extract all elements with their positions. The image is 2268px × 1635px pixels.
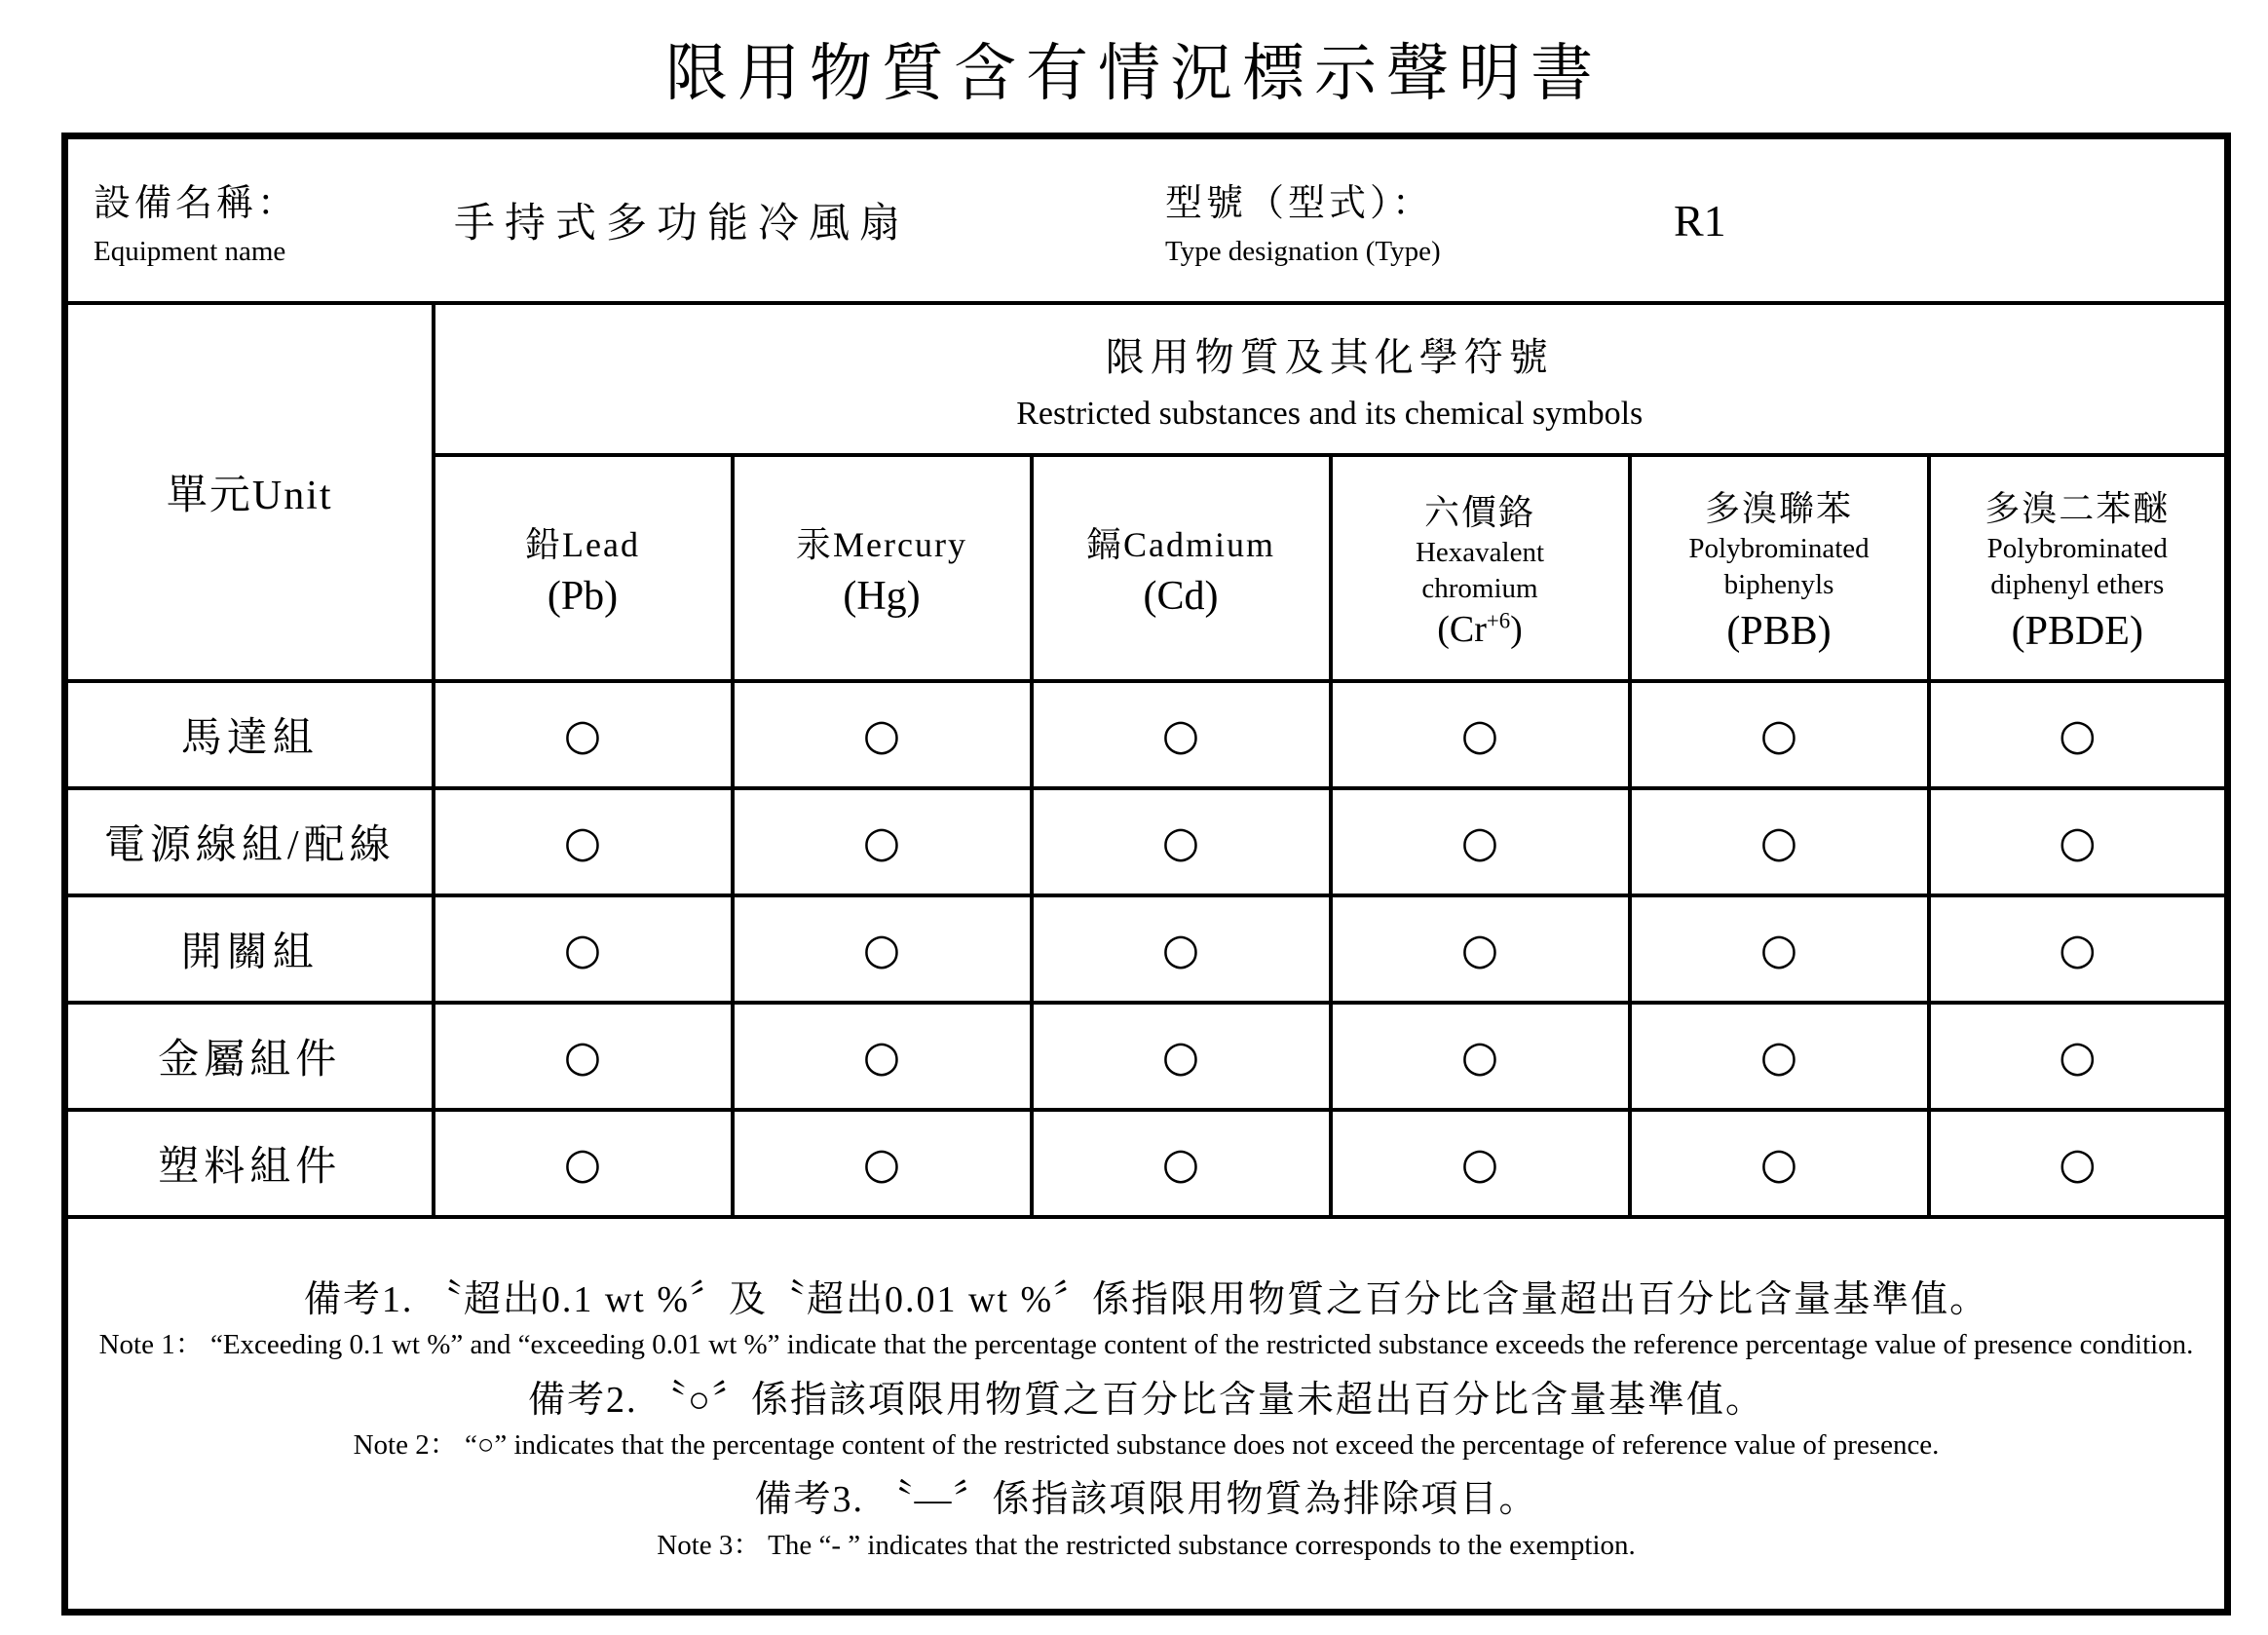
status-cell xyxy=(733,895,1032,1003)
status-circle-icon: ○ xyxy=(1460,1138,1499,1189)
equipment-name-value: 手持式多功能冷風扇 xyxy=(454,202,911,247)
hex-chromium-name-en1: Hexavalent xyxy=(1415,537,1545,569)
status-circle-icon: ○ xyxy=(862,709,901,760)
status-cell xyxy=(1331,1110,1630,1217)
equipment-row xyxy=(65,136,2228,304)
note-3-zh: 備考3. 〝—〞係指該項限用物質為排除項目。 xyxy=(754,1479,1538,1521)
cadmium-symbol: (Cd) xyxy=(1143,573,1219,619)
substances-header-cell xyxy=(434,303,2228,455)
page-title: 限用物質含有情況標示聲明書 xyxy=(665,39,1603,108)
substances-header-row xyxy=(65,303,2228,455)
status-cell xyxy=(1929,681,2228,788)
table-row-plastic-parts xyxy=(65,1110,2228,1217)
status-cell xyxy=(1630,895,1929,1003)
pbde-name-en1: Polybrominated xyxy=(1986,533,2168,565)
note-1-zh: 備考1. 〝超出0.1 wt %〞及〝超出0.01 wt %〞係指限用物質之百分比含量超出百分比含量基準值。 xyxy=(303,1278,1989,1320)
status-cell xyxy=(1929,1003,2228,1110)
status-cell xyxy=(733,1003,1032,1110)
status-cell xyxy=(1630,1003,1929,1110)
status-cell xyxy=(434,788,733,895)
status-cell xyxy=(1032,788,1331,895)
status-cell xyxy=(733,681,1032,788)
status-circle-icon: ○ xyxy=(1460,817,1499,867)
status-cell xyxy=(1929,895,2228,1003)
status-circle-icon: ○ xyxy=(563,1138,602,1189)
notes-section xyxy=(65,1217,2228,1613)
declaration-table xyxy=(61,133,2231,1616)
column-header-cadmium xyxy=(1032,455,1331,681)
hex-chromium-name-en2: chromium xyxy=(1421,572,1538,604)
unit-header-cell: 單元Unit xyxy=(65,303,434,681)
status-circle-icon: ○ xyxy=(2059,924,2097,974)
type-designation-label-zh: 型號（型式）： xyxy=(1165,183,1434,224)
status-cell xyxy=(1032,1110,1331,1217)
status-circle-icon: ○ xyxy=(1161,709,1200,760)
status-cell xyxy=(1630,1110,1929,1217)
table-row-motor xyxy=(65,681,2228,788)
hex-chromium-name-zh: 六價鉻 xyxy=(1423,493,1535,533)
status-cell xyxy=(1929,788,2228,895)
type-designation-label-en: Type designation (Type) xyxy=(1165,236,1441,267)
status-circle-icon: ○ xyxy=(862,817,901,867)
table-row-metal-parts xyxy=(65,1003,2228,1110)
equipment-cell xyxy=(65,136,2228,304)
pbde-name-en2: diphenyl ethers xyxy=(1990,568,2165,600)
status-circle-icon: ○ xyxy=(1161,817,1200,867)
equipment-name-label-zh: 設備名稱： xyxy=(94,183,299,224)
status-circle-icon: ○ xyxy=(1759,709,1798,760)
row-unit-label: 金屬組件 xyxy=(65,1003,434,1110)
type-designation-label xyxy=(1165,172,1584,268)
status-cell xyxy=(434,895,733,1003)
status-circle-icon: ○ xyxy=(1759,1138,1798,1189)
status-cell xyxy=(1331,895,1630,1003)
cadmium-name: 鎘Cadmium xyxy=(1086,524,1275,564)
mercury-name: 汞Mercury xyxy=(796,524,967,564)
status-cell xyxy=(1630,788,1929,895)
table-row-switch xyxy=(65,895,2228,1003)
status-circle-icon: ○ xyxy=(1759,817,1798,867)
status-cell xyxy=(1331,1003,1630,1110)
status-circle-icon: ○ xyxy=(2059,709,2097,760)
status-circle-icon: ○ xyxy=(862,1138,901,1189)
column-header-pbde xyxy=(1929,455,2228,681)
status-cell xyxy=(1032,681,1331,788)
note-3-en: Note 3： The “- ” indicates that the restricted substance corresponds to the exemption. xyxy=(657,1529,1636,1561)
status-circle-icon: ○ xyxy=(1759,924,1798,974)
note-2-en: Note 2： “○” indicates that the percentage content of the restricted substance does not exceed the percentage of reference value of presence. xyxy=(353,1428,1940,1461)
lead-symbol: (Pb) xyxy=(547,573,619,619)
pbb-symbol: (PBB) xyxy=(1726,608,1832,654)
status-circle-icon: ○ xyxy=(1161,1138,1200,1189)
status-cell xyxy=(1032,1003,1331,1110)
status-cell xyxy=(1331,788,1630,895)
status-circle-icon: ○ xyxy=(1460,1031,1499,1082)
status-cell xyxy=(434,681,733,788)
status-circle-icon: ○ xyxy=(563,709,602,760)
status-cell xyxy=(1032,895,1331,1003)
row-unit-label: 塑料組件 xyxy=(65,1110,434,1217)
column-header-lead xyxy=(434,455,733,681)
pbb-name-en1: Polybrominated xyxy=(1688,533,1870,565)
status-circle-icon: ○ xyxy=(2059,1031,2097,1082)
status-circle-icon: ○ xyxy=(1460,924,1499,974)
pbde-symbol: (PBDE) xyxy=(2011,608,2143,654)
status-circle-icon: ○ xyxy=(1759,1031,1798,1082)
status-cell xyxy=(733,788,1032,895)
column-header-pbb xyxy=(1630,455,1929,681)
equipment-name-label xyxy=(94,172,444,268)
status-circle-icon: ○ xyxy=(1161,924,1200,974)
note-2-zh: 備考2. 〝○〞係指該項限用物質之百分比含量未超出百分比含量基準值。 xyxy=(528,1379,1764,1421)
notes-row xyxy=(65,1217,2228,1613)
note-2 xyxy=(68,1376,2224,1464)
status-cell xyxy=(1331,681,1630,788)
status-cell xyxy=(434,1003,733,1110)
status-circle-icon: ○ xyxy=(2059,817,2097,867)
lead-name: 鉛Lead xyxy=(525,524,640,564)
substances-header-zh: 限用物質及其化學符號 xyxy=(1105,334,1554,379)
status-circle-icon: ○ xyxy=(862,1031,901,1082)
row-unit-label: 開關組 xyxy=(65,895,434,1003)
note-1-en: Note 1： “Exceeding 0.1 wt %” and “exceeding 0.01 wt %” indicate that the percentage content of the restricted substance exceeds the reference percentage value of presence condition. xyxy=(98,1328,2194,1360)
row-unit-label: 電源線組/配線 xyxy=(65,788,434,895)
equipment-name-label-en: Equipment name xyxy=(94,236,286,267)
hex-chromium-symbol: $(Cr^{+6})$ xyxy=(1437,608,1523,650)
status-circle-icon: ○ xyxy=(862,924,901,974)
status-circle-icon: ○ xyxy=(563,1031,602,1082)
status-circle-icon: ○ xyxy=(563,924,602,974)
pbde-name-zh: 多溴二苯醚 xyxy=(1984,489,2171,529)
status-cell xyxy=(1630,681,1929,788)
substances-header-en: Restricted substances and its chemical symbols xyxy=(1016,395,1644,432)
status-circle-icon: ○ xyxy=(563,817,602,867)
column-header-mercury xyxy=(733,455,1032,681)
status-circle-icon: ○ xyxy=(1460,709,1499,760)
pbb-name-zh: 多溴聯苯 xyxy=(1704,489,1853,529)
status-cell xyxy=(733,1110,1032,1217)
type-designation-value: R1 xyxy=(1674,195,1726,246)
status-circle-icon: ○ xyxy=(1161,1031,1200,1082)
table-row-power-cord xyxy=(65,788,2228,895)
pbb-name-en2: biphenyls xyxy=(1723,568,1834,600)
note-3 xyxy=(68,1475,2224,1564)
status-cell xyxy=(1929,1110,2228,1217)
mercury-symbol: (Hg) xyxy=(843,573,921,619)
status-circle-icon: ○ xyxy=(2059,1138,2097,1189)
status-cell xyxy=(434,1110,733,1217)
row-unit-label: 馬達組 xyxy=(65,681,434,788)
column-header-hexavalent-chromium xyxy=(1331,455,1630,681)
note-1 xyxy=(68,1275,2224,1364)
